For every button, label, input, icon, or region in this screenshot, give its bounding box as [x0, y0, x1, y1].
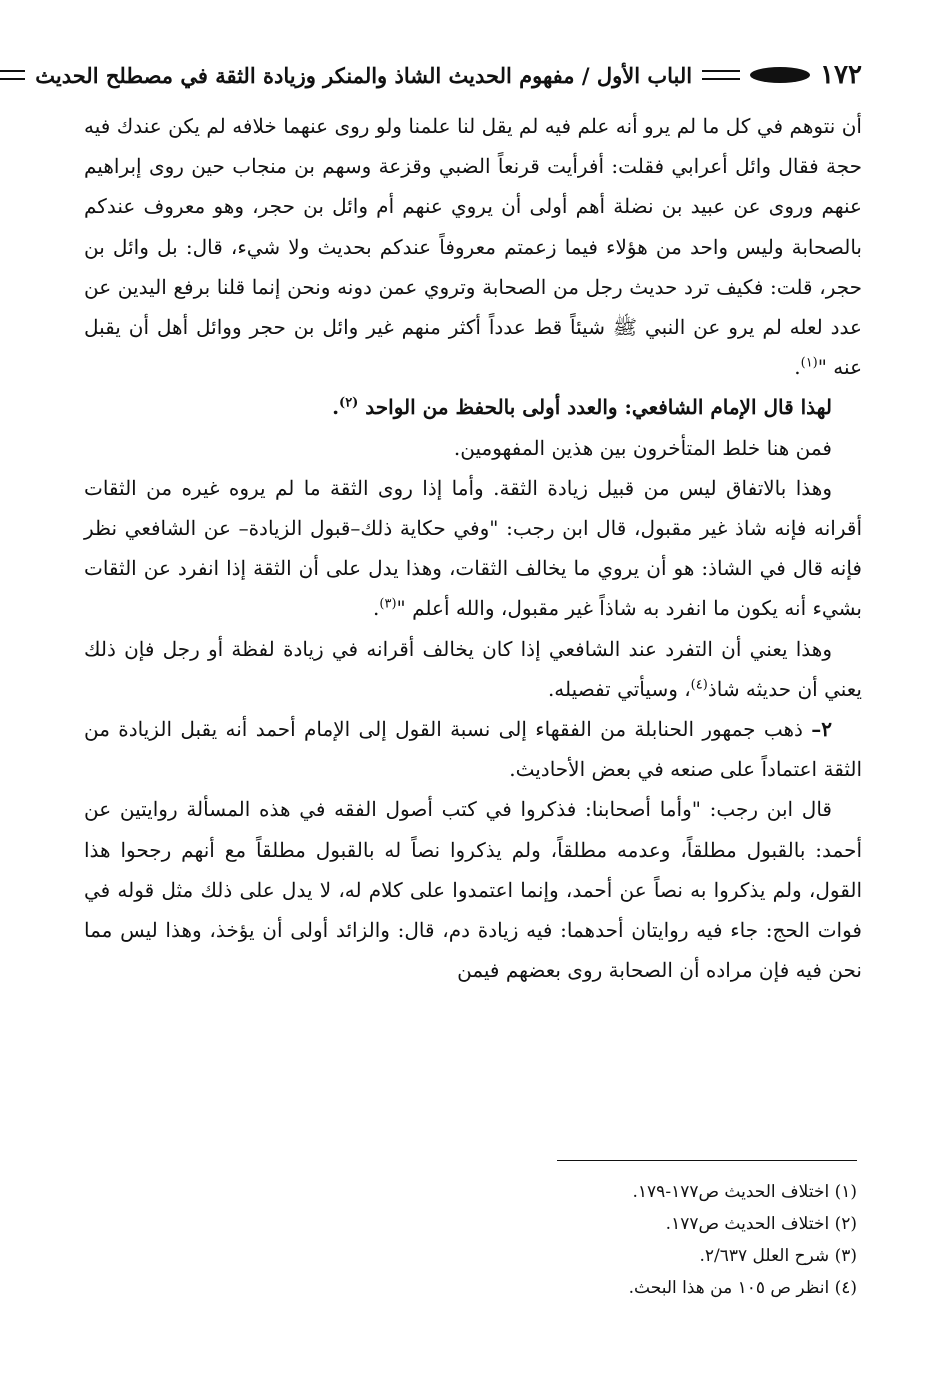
footnote-3: (٣) شرح العلل ٢/٦٣٧. — [700, 1246, 858, 1266]
footnote-ref-2: (٢) — [340, 395, 360, 411]
header-rule-left — [703, 70, 741, 80]
list-number: ٢– — [812, 717, 833, 742]
footnote-ref-4: (٤) — [691, 677, 709, 693]
footnotes — [258, 1176, 858, 1304]
page-number: ١٧٢ — [821, 60, 863, 90]
header-rule-right — [0, 70, 26, 80]
paragraph-text: لهذا قال الإمام الشافعي: والعدد أولى بالحفظ من الواحد — [359, 395, 833, 420]
paragraph-text: أن نتوهم في كل ما لم يرو أنه علم فيه لم يقل لنا علمنا ولو روى عنهما خلافه لم يكن عندك فيه حجة فقال وائل أعرابي فقلت: أفرأيت قرنعاً الضبي وقزعة وسهم بن منجاب حين روى إبراهيم عنهم وروى عن عبيد بن نضلة أهم أولى أن يروي عنهم أم وائل بن حجر، وهو معروف عندكم بالصحابة وليس واحد من هؤلاء فيما زعمتم معروفاً عندكم بحديث ولا شيء، قال: بل وائل بن حجر، قلت: فكيف ترد حديث رجل من الصحابة وتروي عمن دونه ونحن إنما قلنا برفع اليدين عن عدد لعله لم يرو عن النبي ﷺ شيئاً قط عدداً أكثر منهم غير وائل بن حجر ووائل أهل أن يقبل عنه " — [85, 114, 863, 380]
header-ornament — [751, 67, 811, 83]
main-text — [85, 106, 863, 990]
paragraph-text: وهذا بالاتفاق ليس من قبيل زيادة الثقة. وأما إذا روى الثقة ما لم يروه غيره من الثقات أقرانه فإنه شاذ غير مقبول، قال ابن رجب: "وفي حكاية ذلك–قبول الزيادة– عن الشافعي نظر فإنه قال في الشاذ: هو أن يروي ما يخالف الثقات، وهذا يدل على أن الثقة إذا انفرد عن الثقات بشيء أنه يكون ما انفرد به شاذاً غير مقبول، والله أعلم " — [85, 475, 863, 621]
paragraph-tail: . — [374, 596, 381, 621]
paragraph-text: فمن هنا خلط المتأخرون بين هذين المفهومين. — [454, 435, 833, 460]
paragraph-4 — [85, 468, 863, 629]
paragraph-2 — [85, 387, 863, 427]
footnote-1: (١) اختلاف الحديث ص١٧٧-١٧٩. — [633, 1182, 858, 1202]
footnote-ref-1: (١) — [801, 355, 819, 371]
paragraph-5 — [85, 629, 863, 709]
footnote-divider — [558, 1160, 858, 1161]
paragraph-text: ذهب جمهور الحنابلة من الفقهاء إلى نسبة القول إلى الإمام أحمد أنه يقبل الزيادة من الثقة اعتماداً على صنعه في بعض الأحاديث. — [85, 717, 863, 782]
document-page — [36, 50, 863, 990]
paragraph-7 — [85, 789, 863, 990]
header-title: الباب الأول / مفهوم الحديث الشاذ والمنكر وزيادة الثقة في مصطلح الحديث — [36, 62, 694, 88]
paragraph-tail: . — [333, 395, 341, 420]
footnote-2: (٢) اختلاف الحديث ص١٧٧. — [666, 1214, 858, 1234]
paragraph-text: وهذا يعني أن التفرد عند الشافعي إذا كان يخالف أقرانه في زيادة لفظة أو رجل فإن ذلك يعني أن حديثه شاذ — [85, 636, 863, 701]
paragraph-6 — [85, 709, 863, 789]
paragraph-text: قال ابن رجب: "وأما أصحابنا: فذكروا في كتب أصول الفقه في هذه المسألة روايتين عن أحمد: بالقبول مطلقاً، وعدمه مطلقاً، ولم يذكروا نصاً له بالقبول مطلقاً مع أنهم رجحوا هذا القول، ولم يذكروا به نصاً عن أحمد، وإنما اعتمدوا على كلام له، لا يدل على ذلك مثل قوله في فوات الحج: جاء فيه روايتان أحدهما: فيه زيادة دم، قال: والزائد أولى أن يؤخذ، وهذا ليس مما نحن فيه فإن مراده أن الصحابة روى بعضهم فيمن — [85, 797, 863, 983]
paragraph-tail: . — [795, 355, 802, 380]
footnote-4: (٤) انظر ص ١٠٥ من هذا البحث. — [629, 1278, 858, 1298]
paragraph-tail: ، وسيأتي تفصيله. — [548, 676, 692, 701]
paragraph-3 — [85, 428, 863, 468]
footnote-ref-3: (٣) — [380, 596, 398, 612]
paragraph-1 — [85, 106, 863, 387]
running-header — [36, 50, 863, 100]
